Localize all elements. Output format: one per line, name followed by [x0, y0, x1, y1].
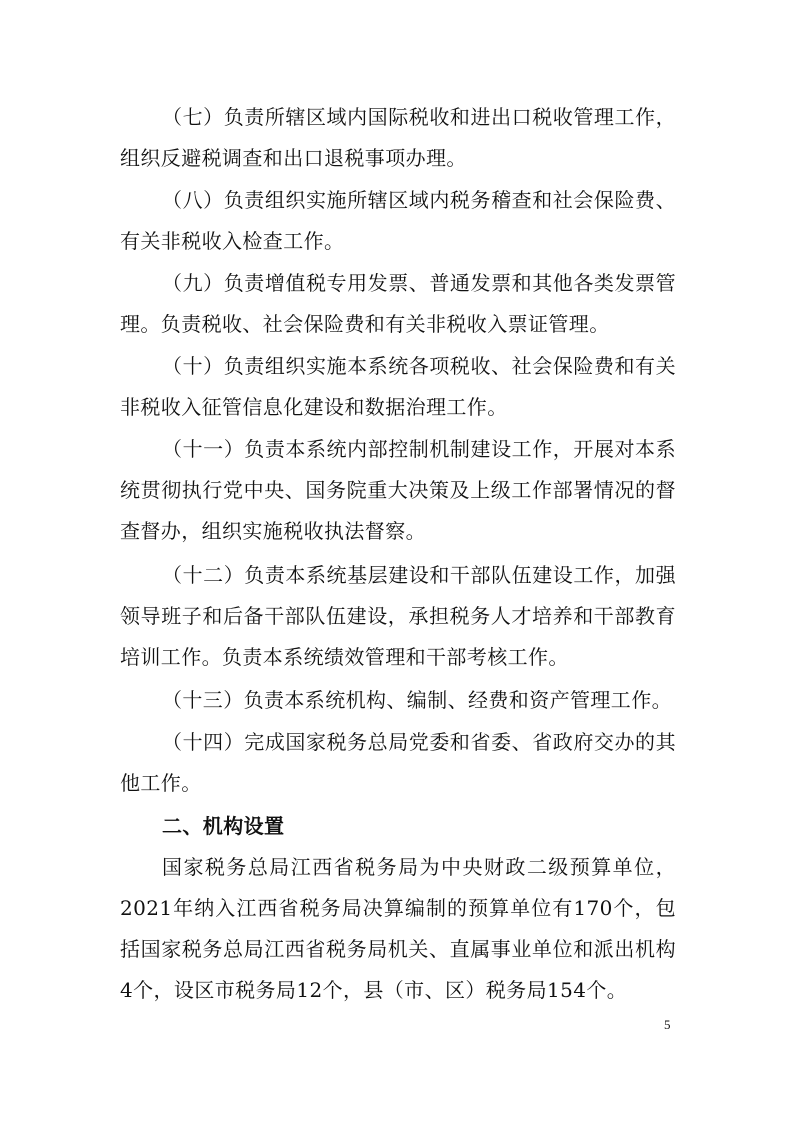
paragraph-item-12: （十二）负责本系统基层建设和干部队伍建设工作，加强领导班子和后备干部队伍建设，承担税务人才培养和干部教育培训工作。负责本系统绩效管理和干部考核工作。 [120, 563, 676, 669]
page-number: 5 [664, 1017, 671, 1032]
paragraph-item-10: （十）负责组织实施本系统各项税收、社会保险费和有关非税收入征管信息化建设和数据治理工作。 [120, 354, 676, 419]
paragraph-item-13: （十三）负责本系统机构、编制、经费和资产管理工作。 [162, 688, 672, 712]
paragraph-item-9: （九）负责增值税专用发票、普通发票和其他各类发票管理。负责税收、社会保险费和有关非税收入票证管理。 [120, 271, 676, 336]
section-heading: 二、机构设置 [162, 814, 285, 838]
paragraph-item-11: （十一）负责本系统内部控制机制建设工作，开展对本系统贯彻执行党中央、国务院重大决策及上级工作部署情况的督查督办，组织实施税收执法督察。 [120, 437, 676, 543]
paragraph-item-14: （十四）完成国家税务总局党委和省委、省政府交办的其他工作。 [120, 730, 676, 795]
paragraph-item-8: （八）负责组织实施所辖区域内税务稽查和社会保险费、有关非税收入检查工作。 [120, 188, 676, 253]
section-paragraph: 国家税务总局江西省税务局为中央财政二级预算单位，2021年纳入江西省税务局决算编制的预算单位有170个，包括国家税务总局江西省税务局机关、直属事业单位和派出机构4个，设区市税务局12个，县（市、区）税务局154个。 [120, 855, 676, 1002]
paragraph-item-7: （七）负责所辖区域内国际税收和进出口税收管理工作，组织反避税调查和出口退税事项办理。 [120, 105, 676, 170]
